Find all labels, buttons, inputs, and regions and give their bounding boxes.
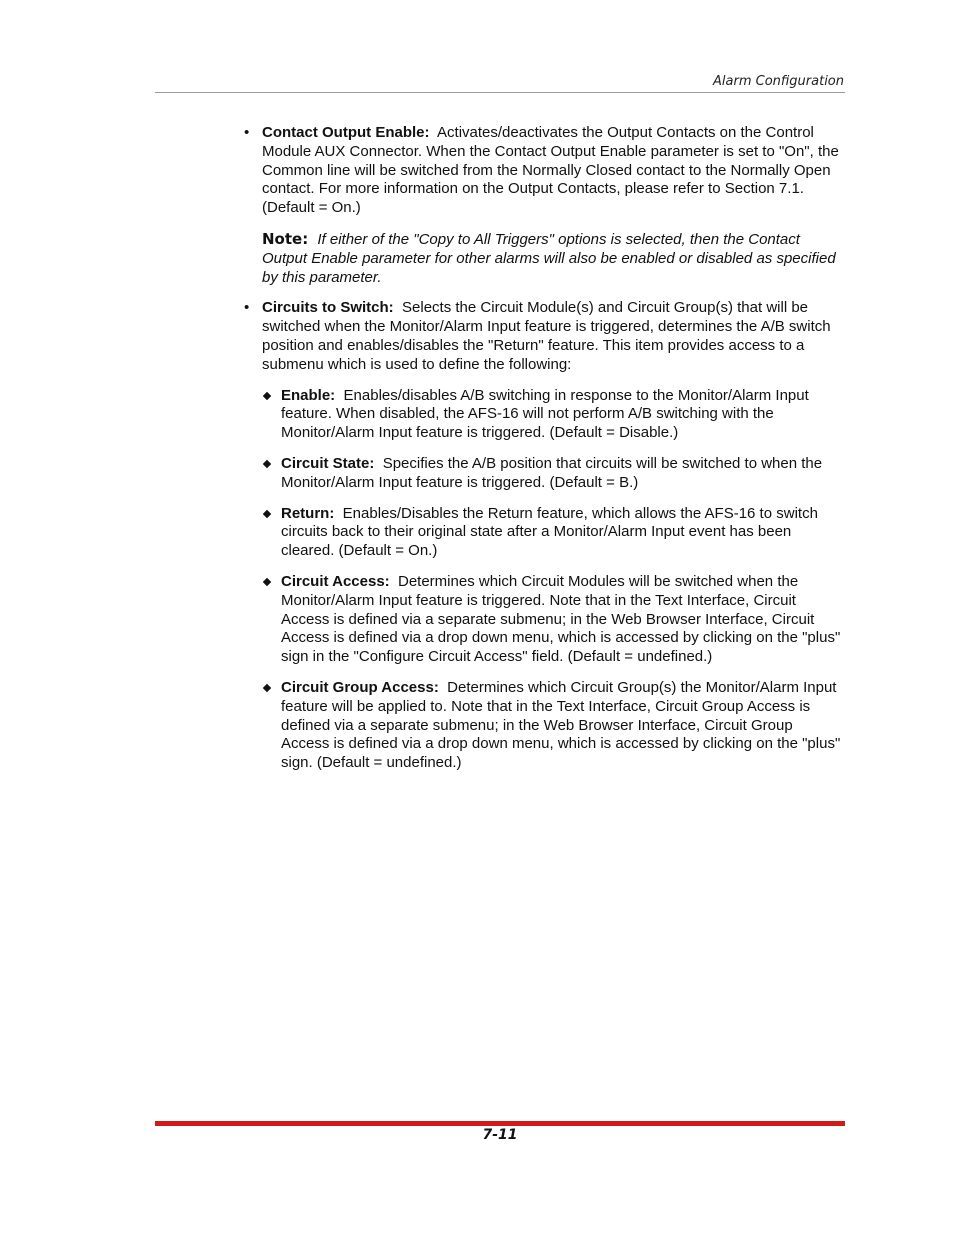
diamond-bullet-icon: [263, 578, 271, 586]
diamond-bullet-icon: [263, 684, 271, 692]
description-contact-output-enable: Activates/deactivates the Output Contacts on the Control Module AUX Connector. When the Contact Output Enable parameter is set to "On", the Common line will be switched from the Normally Closed contact to the Normally Open contact. For more information on the Output Contacts, please refer to Section 7.1. (Default = On.): [262, 124, 839, 217]
subitem-return: [262, 505, 844, 561]
page-number: 7-11: [482, 1127, 518, 1143]
description-circuit-group-access: Determines which Circuit Group(s) the Monitor/Alarm Input feature will be applied to. Note that in the Text Interface, Circuit Group Access is defined via a separate submenu; in the Web Browser Interface, Circuit Group Access is defined via a drop down menu, which is accessed by clicking on the "plus" sign. (Default = undefined.): [281, 678, 841, 772]
note-block: [262, 230, 844, 287]
description-circuits-to-switch: Selects the Circuit Module(s) and Circuit Group(s) that will be switched when the Monitor/Alarm Input feature is triggered, determines the A/B switch position and enables/disables the "Return" feature. This item provides access to a submenu which is used to define the following:: [262, 299, 831, 373]
term-circuit-access: Circuit Access:: [281, 572, 390, 590]
term-circuit-group-access: Circuit Group Access:: [281, 678, 439, 696]
description-circuit-state: Specifies the A/B position that circuits will be switched to when the Monitor/Alarm Input feature is triggered. (Default = B.): [281, 454, 823, 491]
diamond-bullet-icon: [263, 391, 271, 399]
footer-rule: [155, 1121, 845, 1126]
term-return: Return:: [281, 504, 335, 522]
bullet-icon: •: [244, 124, 250, 141]
circuits-submenu-list: [262, 387, 844, 773]
description-circuit-access: Determines which Circuit Modules will be switched when the Monitor/Alarm Input feature is triggered. Note that in the Text Interface, Circuit Access is defined via a separate submenu; in the Web Browser Interface, Circuit Access is defined via a drop down menu, which is accessed by clicking on the "plus" sign in the "Configure Circuit Access" field. (Default = undefined.): [281, 572, 841, 666]
term-contact-output-enable: Contact Output Enable:: [262, 124, 430, 141]
note-text: If either of the "Copy to All Triggers" options is selected, then the Contact Output Enable parameter for other alarms will also be enabled or disabled as specified by this parameter.: [262, 230, 836, 286]
term-circuits-to-switch: Circuits to Switch:: [262, 299, 394, 317]
header-divider: [155, 92, 845, 93]
page-body: [244, 124, 844, 785]
subitem-circuit-access: [262, 573, 844, 667]
running-header: Alarm Configuration: [713, 74, 844, 89]
description-enable: Enables/disables A/B switching in response to the Monitor/Alarm Input feature. When disabled, the AFS-16 will not perform A/B switching with the Monitor/Alarm Input feature is triggered. (Default = Disable.): [281, 386, 809, 442]
subitem-circuit-group-access: [262, 679, 844, 773]
subitem-circuit-state: [262, 455, 844, 493]
list-item-contact-output-enable: [244, 124, 844, 218]
note-label: Note:: [262, 229, 309, 248]
description-return: Enables/Disables the Return feature, which allows the AFS-16 to switch circuits back to their original state after a Monitor/Alarm Input event has been cleared. (Default = On.): [281, 504, 818, 560]
term-circuit-state: Circuit State:: [281, 454, 375, 472]
term-enable: Enable:: [281, 386, 336, 404]
diamond-bullet-icon: [263, 509, 271, 517]
list-item-circuits-to-switch: [244, 299, 844, 773]
diamond-bullet-icon: [263, 460, 271, 468]
bullet-icon: •: [244, 299, 250, 317]
subitem-enable: [262, 387, 844, 443]
